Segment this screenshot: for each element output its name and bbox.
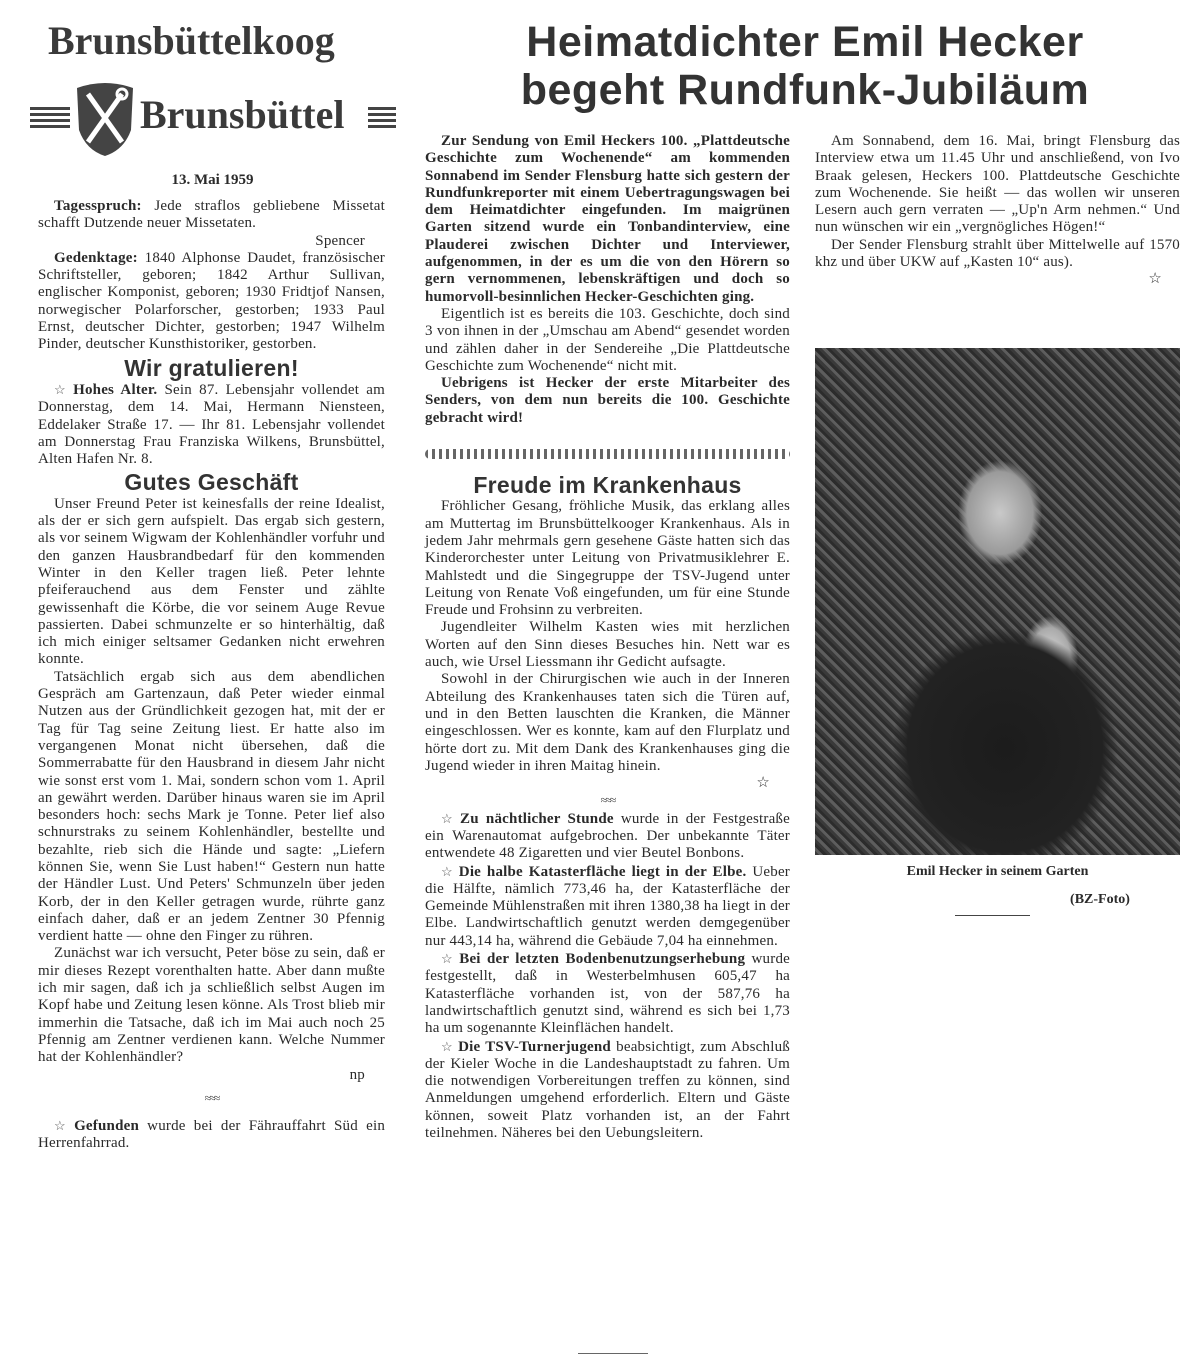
middle-column bbox=[425, 133, 790, 1142]
caption-rule bbox=[955, 915, 1030, 916]
masthead-logo bbox=[28, 18, 398, 158]
end-rule bbox=[578, 1353, 648, 1354]
author-signature: np bbox=[349, 1066, 365, 1083]
right-column bbox=[815, 133, 1180, 289]
heading-gutes-geschaeft: Gutes Geschäft bbox=[124, 469, 299, 496]
photo-credit: (BZ-Foto) bbox=[1070, 892, 1130, 907]
news-note: ☆ Die TSV-Turnerjugend beabsichtigt, zum Abschluß der Kieler Woche in die Landeshauptstadt zu fahren. Um die notwendigen Vorbereitungen treffen zu können, sind Anmeldungen umgehend erforderlich. Eltern und Gäste können, soweit Platz vorhanden ist, an der Fahrt teilnehmen. Näheres bei den Uebungsleitern. bbox=[425, 1038, 790, 1142]
article-intro: Zur Sendung von Emil Heckers 100. „Plattdeutsche Geschichte zum Wochenende“ am kommenden Sonnabend im Sender Flensburg hatte sich gestern der Rundfunkreporter mit einem Uebertragungswagen bei dem Heimatdichter eingefunden. Im maigrünen Garten sitzend wurde ein Tonbandinterview, eine Plauderei zwischen Dichter und Interviewer, aufgenommen, in der es um die von den Hörern so gern vernommenen, lebenskräftigen und doch so humorvoll-besinnlichen Hecker-Geschichten ging. bbox=[425, 133, 790, 305]
news-note: ☆ Die halbe Katasterfläche liegt in der Elbe. Ueber die Hälfte, nämlich 773,46 ha, der Katasterfläche der Gemeinde Mühlenstraßen mit ihren 1380,38 ha liegt in der Elbe. Landwirtschaftlich genutzt werden demgegenüber nur 443,14 ha, während die Gebäude 7,04 ha einnehmen. bbox=[425, 863, 791, 949]
gedenktage: Gedenktage: 1840 Alphonse Daudet, französischer Schriftsteller, geboren; 1842 Arthur Sullivan, englischer Komponist, geboren; 1930 Fridtjof Nansen, norwegischer Polarforscher, gestorben; 1933 Paul Ernst, deutscher Dichter, gestorben; 1947 Wilhelm Pinder, deutscher Kunsthistoriker, gestorben. bbox=[38, 249, 385, 353]
article-paragraph: Sowohl in der Chirurgischen wie auch in der Inneren Abteilung des Krankenhauses taten sich die Türen auf, und in den Betten lauschten die Kranken, die Männer eingeschlossen. Wer es konnte, kam auf den Flurplatz und hörte dort zu. Mit dem Dank des Krankenhauses ging die Jugend wieder in ihren Maitag hinein. bbox=[425, 671, 790, 774]
banner-ribbon-left bbox=[30, 104, 70, 128]
coat-of-arms-icon bbox=[74, 80, 136, 158]
masthead-line2: Brunsbüttel bbox=[140, 92, 345, 137]
headline-line2: begeht Rundfunk-Jubiläum bbox=[520, 66, 1090, 114]
wave-separator-icon: ≈≈≈ bbox=[204, 1090, 219, 1105]
masthead-line1: Brunsbüttelkoog bbox=[48, 18, 335, 63]
star-icon: ☆ bbox=[1148, 271, 1162, 288]
heading-wir-gratulieren: Wir gratulieren! bbox=[124, 354, 299, 381]
tagesspruch-author: Spencer bbox=[315, 232, 365, 249]
star-icon: ☆ bbox=[441, 1038, 455, 1054]
news-note: ☆ Zu nächtlicher Stunde wurde in der Festgestraße ein Warenautomat aufgebrochen. Der unbekannte Täter entwendete 48 Zigaretten und vier Beutel Bonbons. bbox=[425, 810, 790, 862]
article-paragraph: Eigentlich ist es bereits die 103. Geschichte, doch sind 3 von ihnen in der „Umschau am Abend“ gesendet worden und zählen daher in der Sendereihe „Die Plattdeutsche Geschichte zum Wochenende“ nicht mit. bbox=[425, 305, 790, 374]
article-paragraph: Unser Freund Peter ist keinesfalls der reine Idealist, als der er sich gern aufspielt. Das ergab sich gestern, als vor seinem Wigwam der Kohlenhändler vorfuhr und den ganzen Hausbrandbedarf für den kommenden Winter in den Keller tragen ließ. Peter lehnte pfeiferauchend aus dem Fenster und zählte gewissenhaft die Körbe, die vor seinem Auge Revue passierten. Dabei schmunzelte er so hinterhältig, daß ich mich einiger seltsamer Gedanken nicht erwehren konnte. bbox=[38, 495, 385, 668]
star-icon: ☆ bbox=[441, 810, 457, 826]
rope-divider bbox=[425, 449, 790, 459]
hohes-alter: ☆ Hohes Alter. Sein 87. Lebensjahr vollendet am Donnerstag, dem 14. Mai, Hermann Niensteen, Eddelaker Straße 17. — Ihr 81. Lebensjahr vollendet am Donnerstag Frau Franziska Wilkens, Brunsbüttel, Alten Hafen Nr. 8. bbox=[38, 381, 385, 468]
article-paragraph: Fröhlicher Gesang, fröhliche Musik, das erklang alles am Muttertag im Brunsbüttelkooger Krankenhaus. Als in jedem Jahr mehrmals gern gesehene Gäste hatten sich das Kinderorchester unter Leitung von Privatmusiklehrer E. Mahlstedt und die Singegruppe der TSV-Jugend unter Leitung von Renate Voß eingefunden, um für eine Stunde Freude und Frohsinn zu verbreiten. bbox=[425, 498, 790, 619]
article-paragraph: Tatsächlich ergab sich aus dem abendlichen Gespräch am Gartenzaun, daß Peter wieder einmal Nutzen aus der Gründlichkeit gezogen hat, mit der er Tag für Tag seine Zeitung liest. Er hatte also im vergangenen Monat nicht übersehen, daß die Sommerrabatte für den Hausbrand in diesem Jahr nicht wie sonst erst vom 1. Mai, sondern schon vom 1. April an gewährt werden. Darüber hinaus waren sie im April besonders hoch: sechs Mark je Tonne. Peter lief also schnurstraks zu seinem Kohlenhändler, bestellte und bezahlte, rieb sich die Hände und sagte: „Liefern können Sie, wenn Sie Lust haben!“ Gestern nun hatte der Händler Lust. Und Peters' Schmunzeln über jeden Korb, der in den Keller getragen wurde, rührte ganz einfach daher, daß er an jedem Zentner 30 Pfennig verdient hatte — ohne den Finger zu rühren. bbox=[38, 668, 385, 945]
photo-caption: Emil Hecker in seinem Garten bbox=[906, 864, 1089, 879]
article-paragraph: Uebrigens ist Hecker der erste Mitarbeiter des Senders, von dem nun bereits die 100. Geschichte gebracht wird! bbox=[425, 375, 790, 426]
star-icon: ☆ bbox=[54, 1118, 71, 1134]
heading-freude-im-krankenhaus: Freude im Krankenhaus bbox=[473, 472, 742, 499]
article-paragraph: Jugendleiter Wilhelm Kasten wies mit herzlichen Worten auf den Sinn dieses Besuches hin. Nett war es auch, wie Ursel Liessmann ihr Gedicht aufsagte. bbox=[425, 619, 790, 671]
star-icon: ☆ bbox=[441, 863, 455, 879]
article-paragraph: Zunächst war ich versucht, Peter böse zu sein, daß er mir dieses Rezept vorenthalten hatte. Aber dann mußte ich mir sagen, daß ich ja schließlich selbst Augen im Kopf habe und Zeitung lesen könne. Als Trost blieb mir immerhin die Tatsache, daß ich im Mai auch noch 25 Pfennig am Zentner verdienen kann. Welche Nummer hat der Kohlenhändler? bbox=[38, 945, 385, 1066]
article-paragraph: Der Sender Flensburg strahlt über Mittelwelle auf 1570 khz und über UKW auf „Kasten 10“ aus). bbox=[815, 236, 1180, 271]
star-icon: ☆ bbox=[441, 951, 456, 967]
wave-separator-icon: ≈≈≈ bbox=[600, 793, 615, 808]
headline bbox=[425, 18, 1185, 114]
photo-emil-hecker bbox=[815, 348, 1180, 855]
star-icon: ☆ bbox=[54, 381, 70, 397]
article-paragraph: Am Sonnabend, dem 16. Mai, bringt Flensburg das Interview etwa um 11.45 Uhr und anschließend, von Ivo Braak gelesen, Heckers 100. Plattdeutsche Geschichte zum Wochenende. Sie heißt — das wollen wir unseren Lesern auch gern verraten — „Up'n Arm nehmen.“ Und nun wünschen wir ein „vergnögliches Högen!“ bbox=[815, 133, 1180, 236]
headline-line1: Heimatdichter Emil Hecker bbox=[526, 18, 1084, 66]
issue-date: 13. Mai 1959 bbox=[171, 172, 254, 188]
tagesspruch: Tagesspruch: Jede straflos gebliebene Missetat schafft Dutzende neuer Missetaten. bbox=[38, 198, 385, 232]
gefunden: ☆ Gefunden wurde bei der Fährauffahrt Süd ein Herrenfahrrad. bbox=[38, 1118, 386, 1152]
news-note: ☆ Bei der letzten Bodenbenutzungserhebung wurde festgestellt, daß in Westerbelmhusen 605,47 ha Katasterfläche vorhanden ist, von der 587,76 ha landwirtschaftlich genutzt sind, während es sich bei 1,73 ha um sogenannte Kleinflächen handelt. bbox=[425, 951, 791, 1037]
banner-ribbon-right bbox=[368, 104, 396, 128]
star-icon: ☆ bbox=[756, 775, 770, 792]
left-column bbox=[38, 198, 385, 1153]
